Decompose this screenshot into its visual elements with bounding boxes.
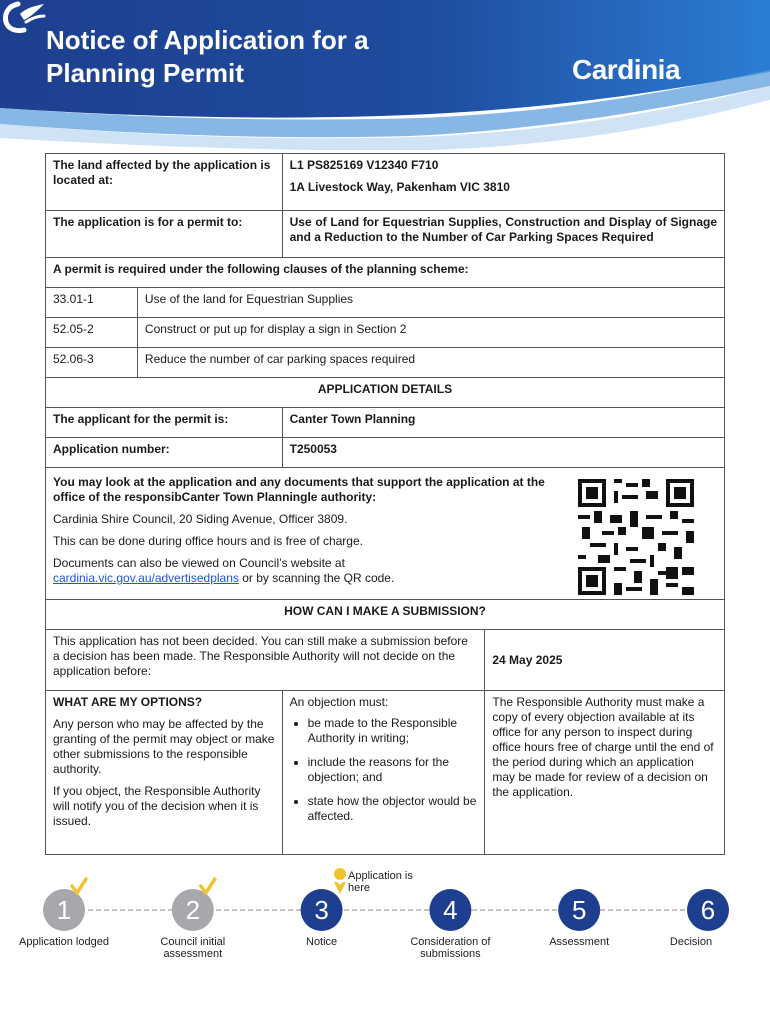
advertised-plans-link[interactable]: cardinia.vic.gov.au/advertisedplans: [53, 571, 239, 585]
office-hours-note: This can be done during office hours and is free of charge.: [53, 534, 363, 548]
applicant-label: The applicant for the permit is:: [46, 408, 283, 438]
options-cell: [46, 691, 283, 855]
checkmark-icon: [72, 879, 86, 893]
clause-text: Use of the land for Equestrian Supplies: [137, 288, 724, 318]
applicant-value: Canter Town Planning: [282, 408, 724, 438]
options-para-1: Any person who may be affected by the granting of the permit may object or make other submissions to the responsible authority.: [53, 717, 275, 776]
application-number-label: Application number:: [46, 438, 283, 468]
objection-cell: [282, 691, 485, 855]
title-line-2: Planning Permit: [46, 58, 244, 88]
view-documents-row: [46, 468, 725, 600]
list-item: • include the reasons for the objection; and: [308, 755, 478, 785]
step-number: 6: [700, 895, 716, 925]
land-value: [282, 154, 724, 211]
step-label: Application lodged: [19, 936, 109, 948]
submission-intro: This application has not been decided. You can still make a submission before a decision has been made. The Responsible Authority will not decide on the application before:: [46, 630, 485, 691]
cardinia-logo-text: Cardinia: [572, 54, 681, 85]
progress-step: [43, 879, 86, 931]
cardinia-logo-icon: [0, 0, 46, 34]
current-stage-marker-label: Application is here: [348, 870, 413, 894]
details-heading: APPLICATION DETAILS: [46, 378, 725, 408]
progress-step: [687, 889, 729, 931]
submission-date-cell: [485, 630, 725, 691]
clause-row: [46, 288, 725, 318]
land-title-ref: L1 PS825169 V12340 F710: [289, 158, 439, 172]
step-label: Assessment: [549, 936, 610, 948]
step-number: 3: [314, 895, 329, 925]
online-viewing-text: Documents can also be viewed on Council’s website at cardinia.vic.gov.au/advertisedplans or by scanning the QR code.: [53, 556, 395, 585]
clause-row: [46, 318, 725, 348]
step-label: Notice: [306, 936, 338, 948]
options-row: [46, 691, 725, 855]
page-title: [46, 24, 446, 90]
clause-code: 52.06-3: [46, 348, 138, 378]
clause-code: 33.01-1: [46, 288, 138, 318]
options-heading: WHAT ARE MY OPTIONS?: [53, 695, 203, 709]
permit-label: The application is for a permit to:: [46, 211, 283, 258]
clause-text: Construct or put up for display a sign in Section 2: [137, 318, 724, 348]
progress-step: [558, 889, 600, 931]
step-number: 1: [56, 895, 72, 925]
clause-row: [46, 348, 725, 378]
clauses-heading: A permit is required under the following clauses of the planning scheme:: [46, 258, 725, 288]
step-label: Decision: [669, 936, 713, 948]
submission-heading: HOW CAN I MAKE A SUBMISSION?: [46, 600, 725, 630]
clause-code: 52.05-2: [46, 318, 138, 348]
title-line-1: Notice of Application for a: [46, 25, 369, 55]
objection-heading: An objection must:: [289, 695, 389, 709]
qr-code-icon[interactable]: [577, 479, 695, 595]
header-banner: [0, 0, 770, 150]
council-office-address: Cardinia Shire Council, 20 Siding Avenue, Officer 3809.: [53, 512, 348, 526]
authority-cell: [485, 691, 725, 855]
permit-description: Use of Land for Equestrian Supplies, Construction and Display of Signage and a Reduction to the Number of Car Parking Spaces Required: [282, 211, 724, 258]
checkmark-icon: [201, 879, 215, 893]
submission-date: 24 May 2025: [492, 652, 563, 667]
progress-step: [172, 879, 215, 931]
authority-text: The Responsible Authority must make a copy of every objection available at its office for any person to inspect during office hours free of charge until the end of the period during which an application may be made for review of a decision on the application.: [492, 695, 714, 799]
list-item: • be made to the Responsible Authority in writing;: [308, 716, 478, 746]
applicant-row: [46, 408, 725, 438]
list-item: • state how the objector would be affected.: [308, 794, 478, 824]
land-address: 1A Livestock Way, Pakenham VIC 3810: [289, 180, 510, 194]
land-label: The land affected by the application is located at:: [46, 154, 283, 211]
step-number: 2: [185, 895, 201, 925]
location-pin-icon: [334, 868, 346, 894]
progress-steps-graphic: [0, 866, 770, 976]
view-documents-heading: You may look at the application and any documents that support the application at the office of the responsibCanter Town Planningle authority:: [53, 475, 545, 504]
view-documents-cell: [46, 468, 725, 600]
step-label: Council initial assessment: [160, 936, 226, 960]
permit-row: [46, 211, 725, 258]
submission-heading-row: [46, 600, 725, 630]
clause-text: Reduce the number of car parking spaces required: [137, 348, 724, 378]
details-heading-row: [46, 378, 725, 408]
application-number-value: T250053: [282, 438, 724, 468]
progress-step: [301, 889, 343, 931]
clauses-heading-row: [46, 258, 725, 288]
step-number: 4: [443, 895, 458, 925]
land-row: [46, 154, 725, 211]
application-form-table: [45, 153, 725, 855]
submission-deadline-row: [46, 630, 725, 691]
step-number: 5: [571, 895, 587, 925]
step-label: Consideration of submissions: [410, 936, 491, 960]
progress-step: [429, 889, 471, 931]
application-progress-tracker: [0, 866, 770, 976]
options-para-2: If you object, the Responsible Authority will notify you of the decision when it is issued.: [53, 784, 261, 828]
objection-list: [290, 716, 478, 824]
application-number-row: [46, 438, 725, 468]
